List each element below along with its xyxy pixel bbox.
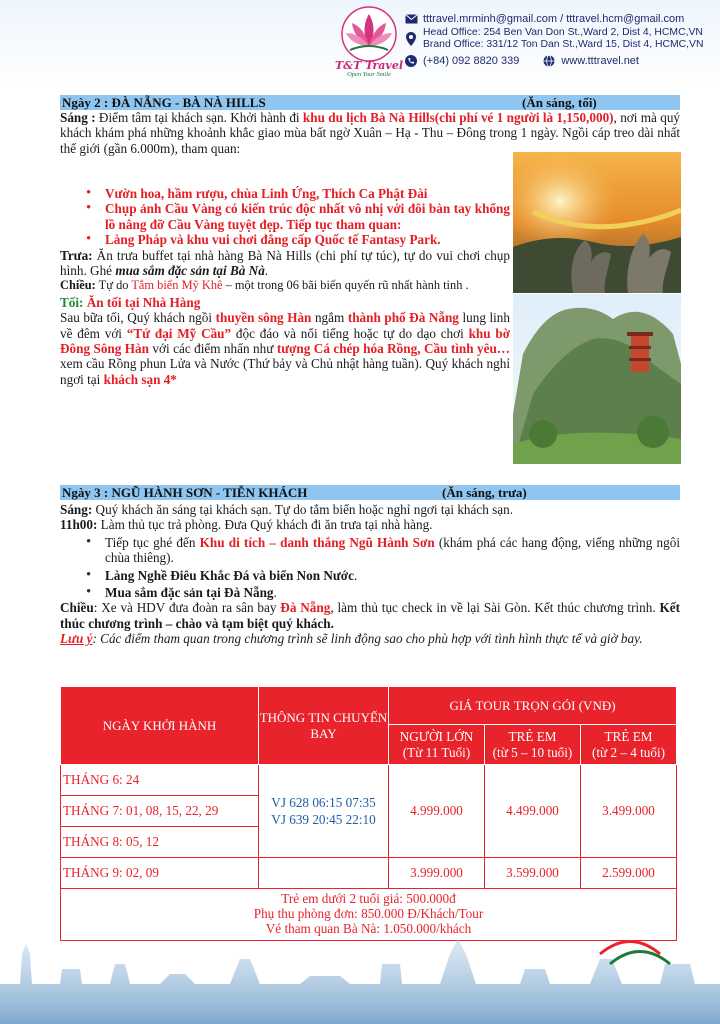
phone-icon	[404, 55, 418, 67]
kid-label: TRẺ EM	[604, 728, 653, 744]
evening-label: Tối:	[60, 294, 87, 310]
header-tour-price: GIÁ TOUR TRỌN GÓI (VNĐ)	[389, 687, 677, 725]
text: Quý khách ăn sáng tại khách sạn. Tự do tắm biển hoặc nghỉ ngơi tại khách sạn.	[92, 502, 514, 517]
date-cell: THÁNG 8: 05, 12	[61, 827, 259, 858]
text: Ăn trưa buffet tại nhà hàng Bà Nà Hills (chi phí tự túc), tự do vui chơi chụp hình. Ghé	[60, 247, 510, 279]
price-kid: 3.499.000	[581, 765, 677, 858]
contact-info	[404, 13, 720, 69]
head-office-address: Head Office: 254 Ben Van Don St.,Ward 2, Dist 4, HCMC,VN	[423, 27, 703, 38]
bullet-text: Làng Nghề Điêu Khắc Đá và biển Non Nước	[105, 567, 354, 583]
day2-lunch	[60, 248, 510, 279]
day3-note	[60, 631, 680, 646]
flight-cell-empty	[259, 858, 389, 889]
contact-phone[interactable]: (+84) 092 8820 339	[423, 55, 520, 67]
note-text: : Các điểm tham quan trong chương trình sẽ linh động sao cho phù hợp với tình hình thực tế và giờ bay.	[92, 631, 643, 647]
list-item	[60, 201, 510, 232]
price-child: 4.499.000	[485, 765, 581, 858]
morning-label: Sáng :	[60, 110, 96, 125]
morning-label: Sáng:	[60, 502, 93, 517]
text: – một trong 06 bãi biển quyến rũ nhất hành tinh .	[222, 278, 469, 293]
ngu-hanh-son-highlight: Khu di tích – danh thắng Ngũ Hành Sơn	[199, 534, 435, 550]
text: .	[273, 585, 277, 601]
globe-icon	[542, 55, 556, 67]
adult-label: NGƯỜI LỚN	[399, 728, 474, 744]
table-row	[61, 858, 677, 889]
header-flight-info: THÔNG TIN CHUYẾN BAY	[259, 687, 389, 765]
date-cell: THÁNG 6: 24	[61, 765, 259, 796]
text: Tiếp tục ghé đến	[105, 534, 200, 550]
brand-office-address: Brand Office: 331/12 Ton Dan St.,Ward 15, Dist 4, HCMC,VN	[423, 39, 704, 50]
brand-slogan: Open Your Smile	[347, 71, 391, 78]
header-departure-date: NGÀY KHỞI HÀNH	[61, 687, 259, 765]
text: độc đáo và nổi tiếng hoặc tự do dạo chơi	[231, 325, 469, 341]
text: Tự do	[95, 278, 132, 293]
text: ngắm	[311, 310, 348, 326]
price-table	[60, 686, 677, 941]
list-item	[60, 568, 680, 583]
highlight: thuyền sông Hàn	[215, 310, 312, 326]
price-adult: 4.999.000	[389, 765, 485, 858]
child-age: (từ 5 – 10 tuổi)	[492, 744, 573, 760]
text: (khám phá các hang động, viếng những ngôi chùa thiêng).	[105, 534, 680, 566]
day2-attractions	[60, 186, 510, 387]
farewell-text: Kết thúc chương trình – chào và tạm biệt quý khách.	[60, 600, 680, 631]
table-row	[61, 765, 677, 796]
day3-section-bar	[60, 485, 680, 500]
header-adult	[389, 725, 485, 765]
noon-label: 11h00:	[60, 517, 98, 533]
list-item	[60, 186, 510, 201]
highlight: khách sạn 4*	[103, 371, 177, 387]
text: Điểm tâm tại khách sạn. Khởi hành đi	[95, 110, 303, 125]
text: , làm thủ tục check in về lại Sài Gòn. Kết thúc chương trình.	[330, 600, 660, 616]
price-adult: 3.999.000	[389, 858, 485, 889]
flight-outbound: VJ 628 06:15 07:35	[271, 795, 376, 810]
day3-morning	[60, 502, 680, 517]
price-child: 3.599.000	[485, 858, 581, 889]
highlight: khu bờ Đông Sông Hàn	[60, 325, 511, 357]
text: .	[264, 263, 269, 279]
day2-meal: (Ăn sáng, tối)	[522, 95, 597, 110]
shopping-highlight: mua sắm đặc sản tại Bà Nà	[115, 263, 265, 279]
list-item	[60, 535, 680, 566]
dinner-highlight: Ăn tối tại Nhà Hàng	[86, 294, 201, 310]
footnote-single-room: Phụ thu phòng đơn: 850.000 Đ/Khách/Tour	[253, 906, 484, 921]
kid-age: (từ 2 – 4 tuổi)	[591, 744, 666, 760]
text: Làm thủ tục trả phòng. Đưa Quý khách đi ăn trưa tại nhà hàng.	[97, 517, 433, 533]
highlight: thành phố Đà Nẵng	[347, 310, 459, 326]
brand-logo	[330, 6, 408, 92]
day2-afternoon	[60, 278, 510, 293]
ba-na-hills-highlight: khu du lịch Bà Nà Hills(chi phí vé 1 người là 1,150,000)	[302, 110, 614, 125]
list-item	[60, 232, 510, 247]
location-pin-icon	[404, 33, 418, 45]
contact-email[interactable]: tttravel.mrminh@gmail.com / tttravel.hcm@gmail.com	[423, 13, 685, 25]
day2-night	[60, 310, 510, 387]
world-landmarks-skyline	[0, 914, 720, 1024]
text: xem cầu Rồng phun Lửa và Nước (Thứ bảy và Chủ nhật hàng tuần). Quý khách nghỉ ngơi tại	[60, 356, 510, 387]
day3-afternoon	[60, 600, 680, 631]
golden-bridge-photo	[513, 152, 681, 293]
adult-age: (Từ 11 Tuổi)	[402, 744, 471, 760]
header-child	[485, 725, 581, 765]
header-kid	[581, 725, 677, 765]
flight-return: VJ 639 20:45 22:10	[271, 812, 376, 827]
highlight: “Tứ đại Mỹ Cầu”	[126, 325, 232, 341]
bullet-text: Chụp ảnh Cầu Vàng có kiến trúc độc nhất vô nhị với đôi bàn tay khổng lồ nâng đỡ Cầu Vàng tuyệt đẹp. Tiếp tục tham quan:	[105, 201, 510, 232]
day2-section-bar	[60, 95, 680, 110]
day2-evening	[60, 295, 510, 310]
child-label: TRẺ EM	[508, 728, 557, 744]
afternoon-label: Chiều:	[60, 278, 96, 293]
day3-meal: (Ăn sáng, trưa)	[442, 485, 527, 500]
day2-title: Ngày 2 : ĐÀ NẴNG - BÀ NÀ HILLS	[62, 95, 266, 110]
flight-cell	[259, 765, 389, 858]
footnote-bana-ticket: Vé tham quan Bà Nà: 1.050.000/khách	[265, 921, 472, 936]
contact-website[interactable]: www.tttravel.net	[561, 55, 639, 67]
bullet-text: Làng Pháp và khu vui chơi đẳng cấp Quốc tế Fantasy Park.	[105, 232, 441, 248]
day3-noon	[60, 517, 680, 532]
text: với các điểm nhấn như	[148, 341, 277, 357]
afternoon-label: Chiều	[60, 600, 94, 616]
text: : Xe và HDV đưa đoàn ra sân bay	[93, 600, 281, 616]
day3-content	[60, 502, 680, 647]
day2-morning	[60, 110, 680, 156]
text: lung linh về đêm với	[60, 310, 510, 341]
lunch-label: Trưa:	[60, 247, 93, 263]
list-item	[60, 585, 680, 600]
brand-name: T&T Travel	[334, 59, 403, 72]
bullet-text: Vườn hoa, hầm rượu, chùa Linh Ứng, Thích Ca Phật Đài	[105, 186, 428, 201]
day3-title: Ngày 3 : NGŨ HÀNH SƠN - TIỄN KHÁCH	[62, 485, 308, 500]
text: .	[353, 567, 358, 583]
date-cell: THÁNG 7: 01, 08, 15, 22, 29	[61, 796, 259, 827]
text: , nơi mà quý khách khám phá những khoảnh khắc giao mùa bất ngờ Xuân – Hạ - Thu – Đông trong 1 ngày. Ngồi cáp treo dài nhất thế giới (gần 6.000m), tham quan:	[60, 110, 681, 156]
note-label: Lưu ý	[60, 631, 93, 647]
marble-mountains-photo	[513, 294, 681, 464]
footnote-infant: Trẻ em dưới 2 tuổi giá: 500.000đ	[281, 891, 456, 906]
da-nang-highlight: Đà Nẵng	[280, 600, 331, 616]
price-kid: 2.599.000	[581, 858, 677, 889]
text: Sau bữa tối, Quý khách ngồi	[60, 310, 216, 326]
my-khe-beach: Tắm biển Mỹ Khê	[131, 278, 223, 293]
lotus-logo-icon	[338, 6, 400, 62]
envelope-icon	[404, 13, 418, 25]
highlight: tượng Cá chép hóa Rồng, Cầu tình yêu…	[276, 341, 510, 357]
date-cell: THÁNG 9: 02, 09	[61, 858, 259, 889]
bullet-text: Mua sắm đặc sản tại Đà Nẵng	[105, 585, 274, 601]
